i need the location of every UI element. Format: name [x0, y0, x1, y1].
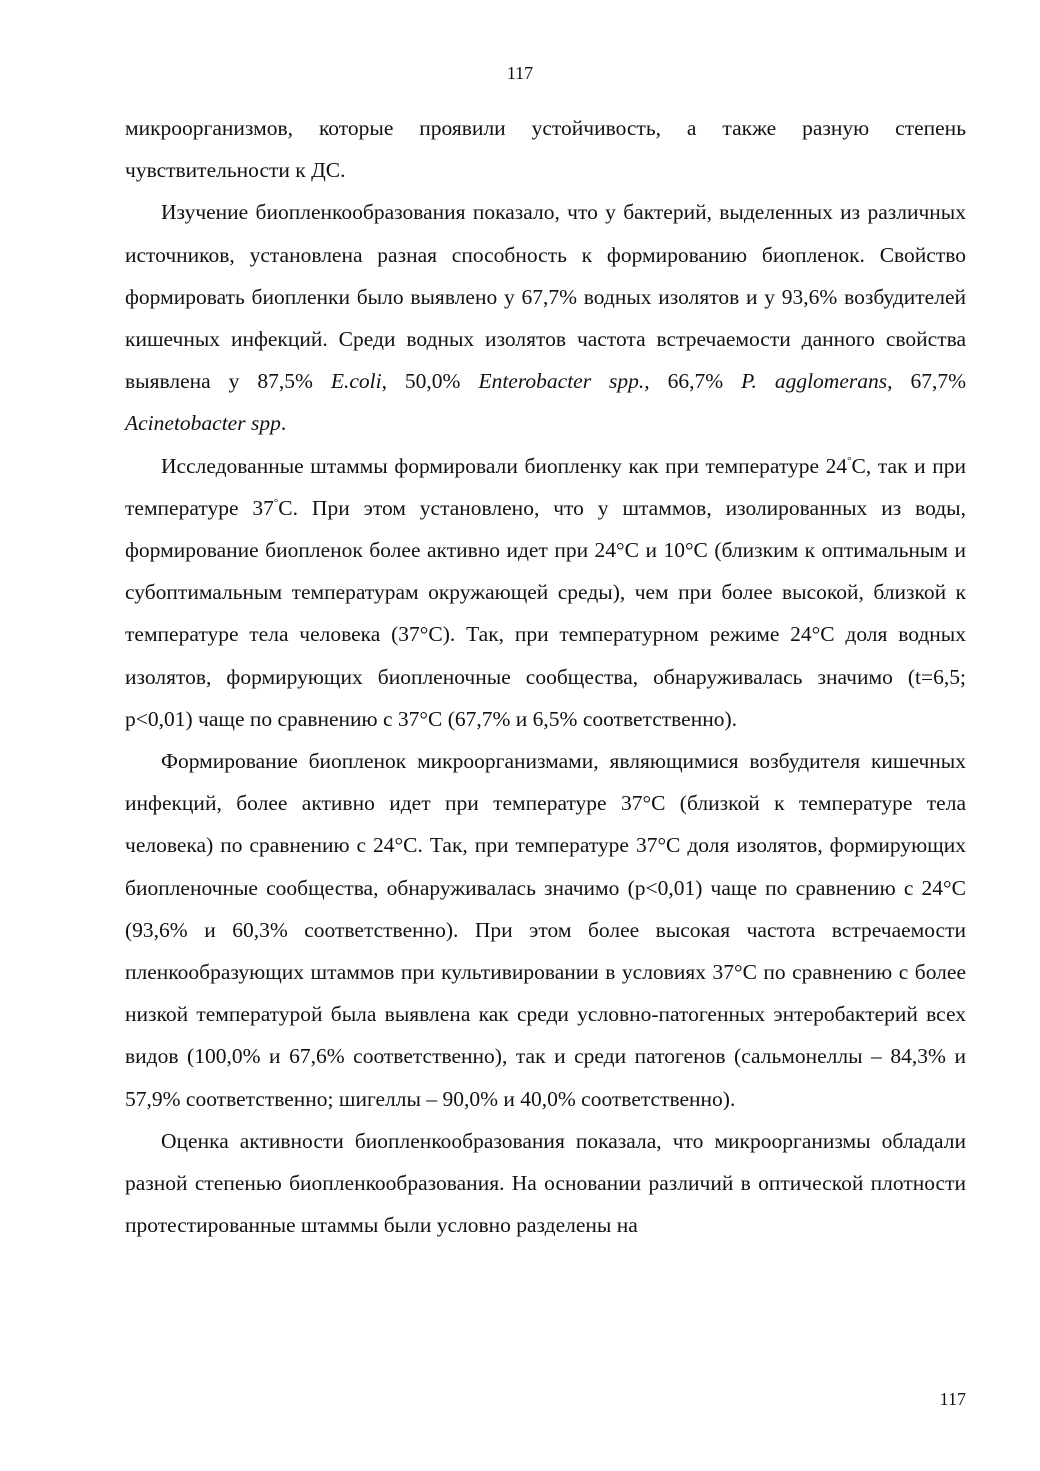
paragraph-text: С, так и при температуре 37: [125, 453, 966, 520]
paragraph: [125, 191, 966, 444]
italic-species-name: P. agglomerans,: [741, 369, 893, 394]
page-number-bottom: 117: [939, 1389, 966, 1409]
paragraph: [125, 107, 966, 191]
page-number-top: 117: [506, 63, 534, 83]
paragraph-text: Оценка активности биопленкообразования показала, что микроорганизмы обладали разной степенью биопленкообразования. На основании различий в оптической плотности протестированные штаммы были условно разделены на: [125, 1128, 966, 1238]
paragraph-text: 66,7%: [649, 369, 742, 394]
paragraph: [125, 445, 966, 740]
paragraph-text: микроорганизмов, которые проявили устойчивость, а также разную степень чувствительности к ДС.: [125, 116, 966, 183]
degree-superscript: °: [847, 454, 852, 467]
paragraph-text: Исследованные штаммы формировали биопленку как при температуре 24: [161, 453, 848, 478]
paragraph: [125, 740, 966, 1120]
paragraph: [125, 1120, 966, 1247]
degree-superscript: °: [273, 496, 279, 509]
paragraph-text: С. При этом установлено, что у штаммов, изолированных из воды, формирование биопленок более активно идет при 24°С и 10°С (близким к оптимальным и субоптимальным температурам окружающей среды), чем при более высокой, близкой к температуре тела человека (37°С). Так, при температурном режиме 24°С доля водных изолятов, формирующих биопленочные сообщества, обнаруживалась значимо (t=6,5; p<0,01) чаще по сравнению с 37°С (67,7% и 6,5% соответственно).: [125, 495, 966, 731]
paragraph-text: Изучение биопленкообразования показало, что у бактерий, выделенных из различных источников, установлена разная способность к формированию биопленок. Свойство формировать биопленки было выявлено у 67,7% водных изолятов и у 93,6% возбудителей кишечных инфекций. Среди водных изолятов частота встречаемости данного свойства выявлена у 87,5%: [125, 200, 966, 394]
italic-species-name: Acinetobacter spp: [125, 411, 281, 436]
paragraph-text: Формирование биопленок микроорганизмами, являющимися возбудителя кишечных инфекций, более активно идет при температуре 37°С (близкой к температуре тела человека) по сравнению с 24°С. Так, при температуре 37°С доля изолятов, формирующих биопленочные сообщества, обнаруживалась значимо (p<0,01) чаще по сравнению с 24°С (93,6% и 60,3% соответственно). При этом более высокая частота встречаемости пленкообразующих штаммов при культивировании в условиях 37°С по сравнению с более низкой температурой была выявлена как среди условно-патогенных энтеробактерий всех видов (100,0% и 67,6% соответственно), так и среди патогенов (сальмонеллы – 84,3% и 57,9% соответственно; шигеллы – 90,0% и 40,0% соответственно).: [125, 749, 966, 1111]
body-text: [125, 107, 966, 1246]
italic-species-name: E.coli: [330, 369, 382, 394]
paragraph-text: .: [280, 411, 287, 436]
italic-species-name: Enterobacter spp.,: [478, 369, 650, 394]
paragraph-text: 67,7%: [892, 369, 966, 394]
paragraph-text: , 50,0%: [381, 369, 479, 394]
